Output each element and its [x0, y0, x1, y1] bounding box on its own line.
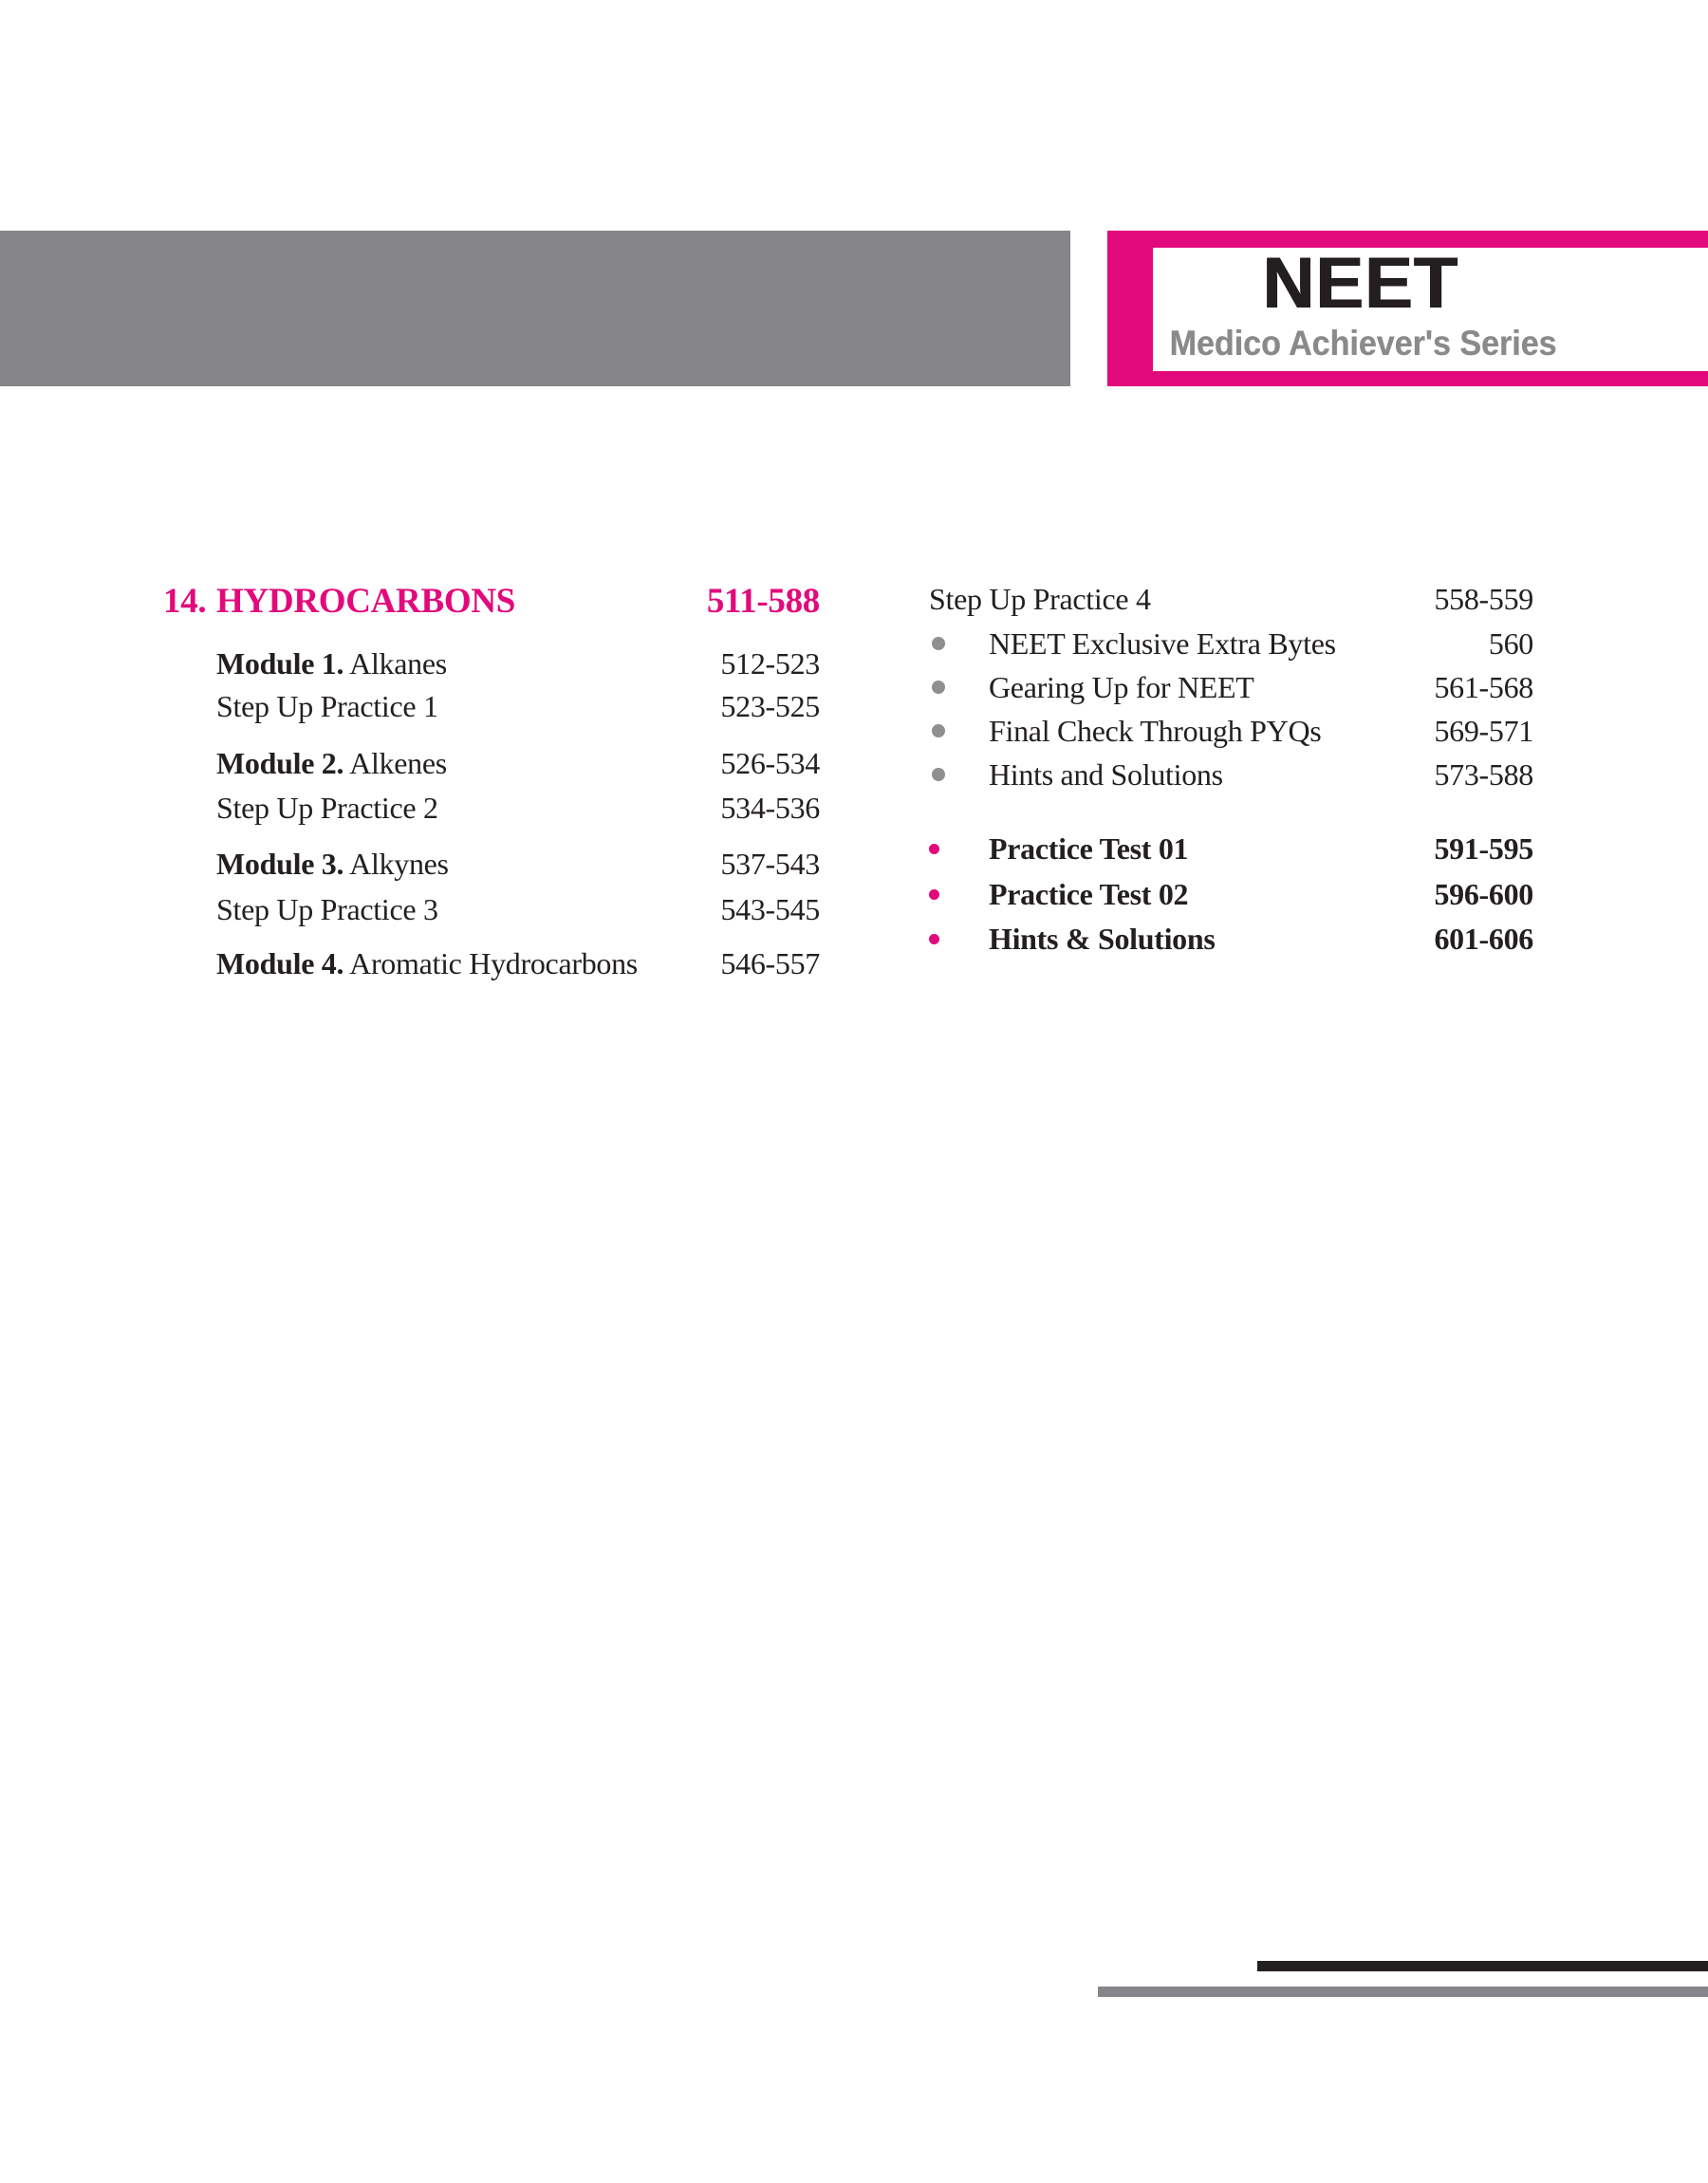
chapter-pages: 511-588 [706, 582, 820, 621]
brand-box [1107, 231, 1708, 386]
entry-text: Step Up Practice 3 [216, 892, 438, 926]
entry-pages: 561-568 [1434, 670, 1533, 704]
toc-entry-practice-test-02 [929, 876, 1533, 912]
toc-entry-module-2 [163, 745, 820, 781]
toc-entry-step-up-2 [163, 790, 820, 826]
entry-label: Gearing Up for NEET [989, 670, 1254, 704]
entry-label: Practice Test 01 [989, 831, 1189, 866]
toc-entry-step-up-4 [929, 581, 1533, 617]
entry-pages: 591-595 [1434, 831, 1533, 866]
entry-pages: 523-525 [720, 689, 820, 723]
toc-entry-step-up-1 [163, 688, 820, 724]
entry-pages: 534-536 [720, 791, 820, 825]
toc-entry-practice-test-01 [929, 830, 1533, 867]
entry-label: NEET Exclusive Extra Bytes [989, 626, 1336, 661]
toc-entry-module-3 [163, 846, 820, 882]
toc-entry-module-1 [163, 645, 820, 681]
footer-dark-bar [1257, 1961, 1708, 1971]
entry-pages: 569-571 [1434, 714, 1533, 748]
entry-label: Step Up Practice 4 [929, 582, 1151, 616]
brand-title: NEET [1262, 243, 1459, 324]
module-topic: Alkenes [343, 746, 447, 780]
entry-label: Practice Test 02 [989, 877, 1189, 911]
toc-entry-hints-solutions [929, 756, 1533, 793]
entry-text: Step Up Practice 1 [216, 689, 438, 723]
chapter-number: 14. [163, 582, 207, 621]
entry-pages: 573-588 [1434, 757, 1533, 792]
entry-pages: 558-559 [1434, 582, 1533, 616]
bullet-icon [932, 768, 945, 781]
brand-inner-panel [1153, 243, 1708, 371]
entry-label: Final Check Through PYQs [989, 714, 1322, 748]
entry-label: Hints and Solutions [989, 757, 1223, 792]
brand-subtitle: Medico Achiever's Series [1169, 323, 1557, 363]
footer-gray-bar [1098, 1987, 1708, 1997]
entry-pages: 596-600 [1434, 877, 1533, 911]
module-topic: Alkanes [343, 646, 447, 681]
toc-entry-step-up-3 [163, 891, 820, 927]
module-name: Module 1. [216, 646, 344, 681]
module-name: Module 3. [216, 847, 344, 881]
entry-pages: 601-606 [1434, 922, 1533, 956]
module-name: Module 2. [216, 746, 344, 780]
bullet-icon [929, 934, 939, 944]
entry-pages: 543-545 [720, 892, 820, 926]
entry-label [216, 790, 438, 826]
bullet-icon [932, 681, 945, 694]
bullet-icon [932, 637, 945, 650]
entry-pages: 512-523 [720, 646, 820, 681]
entry-label [216, 688, 438, 724]
brand-text-block [1153, 243, 1569, 363]
entry-label [216, 645, 447, 681]
bullet-icon [929, 844, 939, 854]
entry-label [216, 891, 438, 927]
bullet-icon [929, 889, 939, 900]
entry-pages: 560 [1488, 626, 1533, 661]
toc-entry-extra-bytes [929, 625, 1533, 662]
toc-entry-gearing-up [929, 669, 1533, 705]
module-name: Module 4. [216, 946, 344, 980]
header-gray-bar [0, 231, 1070, 386]
chapter-title: HYDROCARBONS [216, 582, 516, 621]
entry-pages: 537-543 [720, 847, 820, 881]
toc-entry-module-4 [163, 945, 820, 981]
chapter-row [163, 581, 820, 623]
module-topic: Aromatic Hydrocarbons [343, 946, 638, 980]
entry-text: Step Up Practice 2 [216, 791, 438, 825]
entry-label: Hints & Solutions [989, 922, 1216, 956]
module-topic: Alkynes [343, 847, 449, 881]
entry-pages: 546-557 [720, 946, 820, 980]
entry-pages: 526-534 [720, 746, 820, 780]
entry-label [216, 945, 638, 981]
toc-entry-hints-and-solutions-bold [929, 921, 1533, 957]
entry-label [216, 846, 449, 882]
entry-label [216, 745, 447, 781]
toc-entry-final-check [929, 713, 1533, 749]
bullet-icon [932, 724, 945, 737]
